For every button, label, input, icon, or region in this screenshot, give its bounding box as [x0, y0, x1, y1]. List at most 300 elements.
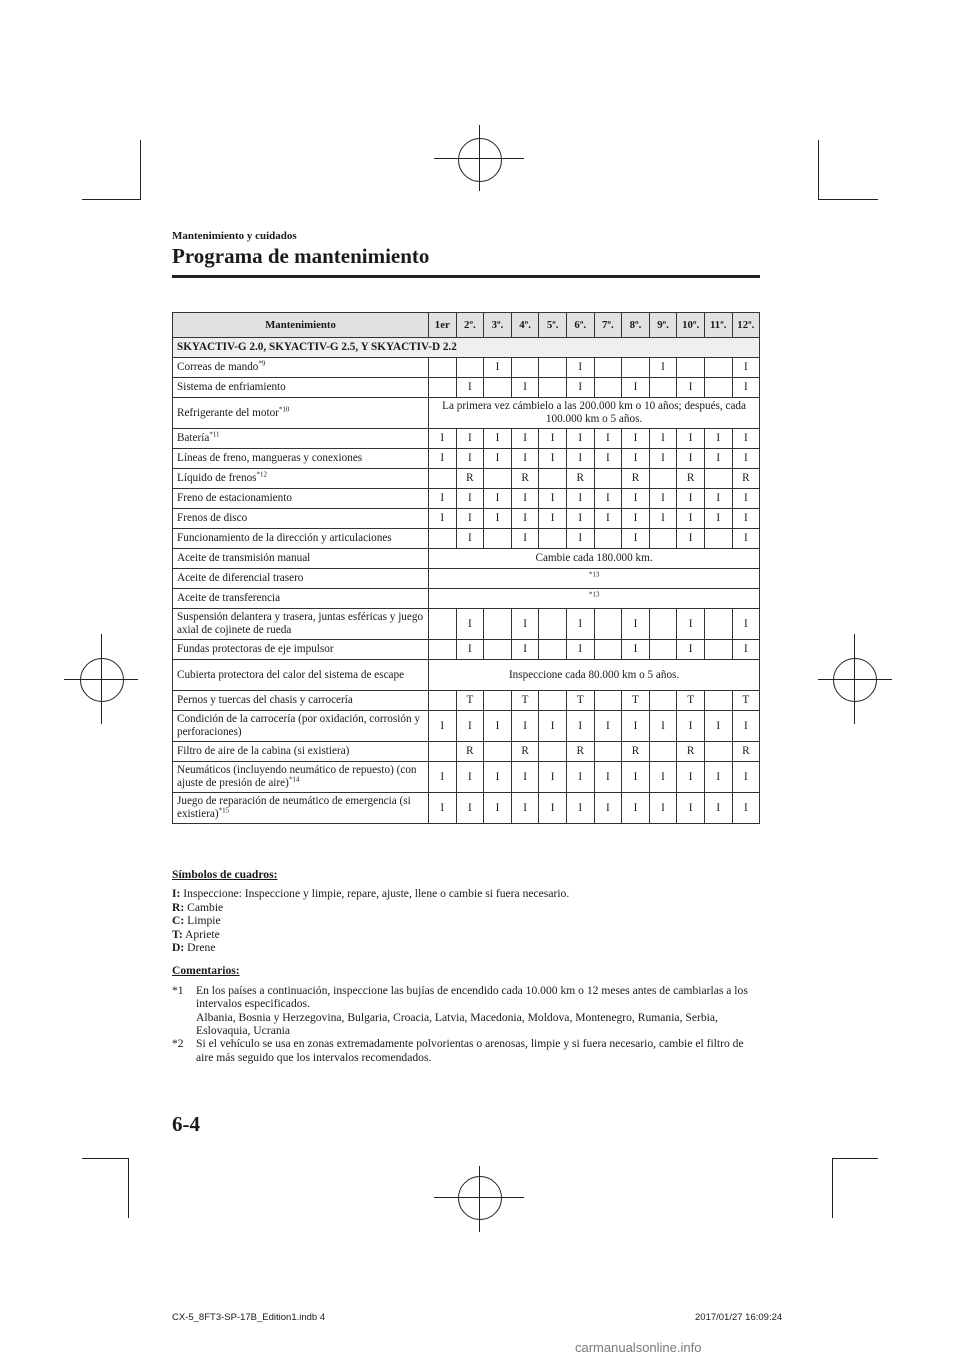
schedule-cell: I [566, 358, 594, 378]
schedule-cell: I [456, 489, 484, 509]
engine-group-row [173, 338, 760, 358]
legend [172, 868, 762, 1064]
symbol-entry [172, 901, 762, 914]
row-item [173, 569, 429, 589]
schedule-cell: I [566, 762, 594, 793]
schedule-span-cell [429, 589, 760, 609]
row-item-label: Líneas de freno, mangueras y conexiones [177, 452, 363, 464]
engine-group-label: SKYACTIV-G 2.0, SKYACTIV-G 2.5, Y SKYACTIV-D 2.2 [173, 338, 760, 358]
schedule-cell: I [622, 509, 650, 529]
schedule-cell: I [456, 529, 484, 549]
schedule-cell: I [511, 640, 539, 660]
table-row [173, 429, 760, 449]
schedule-cell [429, 358, 457, 378]
schedule-cell: I [732, 358, 760, 378]
schedule-cell [649, 469, 677, 489]
schedule-cell: T [622, 691, 650, 711]
schedule-cell [429, 691, 457, 711]
schedule-span-cell [429, 569, 760, 589]
schedule-cell: I [566, 529, 594, 549]
footnote-ref: *15 [218, 806, 230, 815]
schedule-cell [539, 378, 567, 398]
schedule-cell: R [622, 742, 650, 762]
schedule-cell: I [677, 489, 705, 509]
schedule-cell: I [704, 489, 732, 509]
row-item-label: Neumáticos (incluyendo neumático de repuesto) (con ajuste de presión de aire) [177, 764, 417, 789]
schedule-cell: I [704, 762, 732, 793]
table-row [173, 691, 760, 711]
schedule-cell: I [484, 429, 512, 449]
footer-timestamp: 2017/01/27 16:09:24 [695, 1312, 783, 1323]
schedule-cell: I [429, 793, 457, 824]
schedule-cell: I [566, 489, 594, 509]
symbols-heading: Símbolos de cuadros: [172, 868, 278, 881]
schedule-cell [429, 742, 457, 762]
table-row [173, 398, 760, 429]
table-row [173, 609, 760, 640]
schedule-cell [704, 529, 732, 549]
note-line: Albania, Bosnia y Herzegovina, Bulgaria, Croacia, Latvia, Macedonia, Moldova, Montenegro, Rumania, Serbia, Eslovaquia, Ucrania [196, 1010, 718, 1038]
schedule-cell: I [456, 429, 484, 449]
schedule-cell [484, 609, 512, 640]
schedule-cell: I [732, 793, 760, 824]
schedule-cell [594, 742, 622, 762]
table-row [173, 378, 760, 398]
col-header-interval: 7º. [594, 313, 622, 338]
table-row [173, 469, 760, 489]
schedule-cell: I [622, 449, 650, 469]
schedule-cell: R [456, 742, 484, 762]
row-item-label: Aceite de diferencial trasero [177, 572, 304, 584]
schedule-cell: I [539, 449, 567, 469]
row-item [173, 449, 429, 469]
schedule-cell: I [566, 640, 594, 660]
schedule-cell [484, 469, 512, 489]
schedule-cell [484, 742, 512, 762]
schedule-cell: I [456, 793, 484, 824]
row-item-label: Batería [177, 432, 210, 444]
schedule-cell [704, 691, 732, 711]
schedule-cell: I [677, 529, 705, 549]
footnote-ref: *14 [288, 775, 300, 784]
schedule-cell: I [566, 609, 594, 640]
schedule-cell: I [732, 489, 760, 509]
schedule-cell [677, 358, 705, 378]
row-item-label: Funcionamiento de la dirección y articulaciones [177, 532, 392, 544]
col-header-interval: 1er [429, 313, 457, 338]
schedule-cell: I [566, 429, 594, 449]
schedule-cell: I [732, 711, 760, 742]
schedule-cell [594, 609, 622, 640]
schedule-cell: I [511, 449, 539, 469]
symbol-key: T: [172, 927, 183, 941]
row-item-label: Sistema de enfriamiento [177, 381, 286, 393]
schedule-cell [704, 469, 732, 489]
schedule-cell: I [622, 711, 650, 742]
schedule-cell: I [429, 509, 457, 529]
schedule-cell [594, 691, 622, 711]
symbol-entry [172, 914, 762, 927]
symbol-text: Cambie [187, 900, 224, 914]
table-header-row [173, 313, 760, 338]
schedule-cell: I [732, 529, 760, 549]
row-item-label: Filtro de aire de la cabina (si existiera) [177, 745, 350, 757]
col-header-interval: 6º. [566, 313, 594, 338]
schedule-cell [539, 742, 567, 762]
schedule-cell: I [732, 640, 760, 660]
symbol-text: Inspeccione: Inspeccione y limpie, repare, ajuste, llene o cambie si fuera necesario. [183, 887, 570, 901]
row-item-label: Freno de estacionamiento [177, 492, 292, 504]
schedule-cell: I [566, 509, 594, 529]
schedule-cell [649, 529, 677, 549]
row-item-label: Refrigerante del motor [177, 406, 279, 419]
table-row [173, 742, 760, 762]
schedule-cell: I [456, 378, 484, 398]
schedule-cell: I [677, 762, 705, 793]
schedule-cell [539, 640, 567, 660]
page-title: Programa de mantenimiento [172, 244, 430, 268]
symbols-list [172, 887, 762, 954]
schedule-cell: T [456, 691, 484, 711]
row-item [173, 358, 429, 378]
schedule-cell [484, 691, 512, 711]
schedule-cell: I [594, 449, 622, 469]
schedule-cell: I [649, 793, 677, 824]
schedule-cell: I [732, 609, 760, 640]
schedule-cell: I [594, 711, 622, 742]
schedule-cell: I [429, 489, 457, 509]
note-line: En los países a continuación, inspeccione las bujías de encendido cada 10.000 km o 12 meses antes de cambiarlas a los intervalos especificados. [196, 983, 748, 1011]
row-item-label: Aceite de transmisión manual [177, 552, 311, 564]
schedule-cell: I [649, 358, 677, 378]
schedule-cell: I [677, 609, 705, 640]
schedule-cell [539, 691, 567, 711]
comments-section [172, 964, 762, 1064]
schedule-span-cell: Inspeccione cada 80.000 km o 5 años. [429, 660, 760, 691]
row-item-label: Fundas protectoras de eje impulsor [177, 643, 334, 655]
schedule-cell: I [539, 762, 567, 793]
watermark: carmanualsonline.info [575, 1340, 702, 1355]
schedule-cell: I [511, 429, 539, 449]
table-row [173, 358, 760, 378]
schedule-cell: I [649, 711, 677, 742]
schedule-cell: I [622, 429, 650, 449]
schedule-cell [649, 640, 677, 660]
schedule-cell [649, 378, 677, 398]
footnote-ref: *11 [209, 430, 220, 439]
schedule-cell: R [566, 742, 594, 762]
table-row [173, 589, 760, 609]
col-header-interval: 12º. [732, 313, 760, 338]
schedule-cell: I [704, 509, 732, 529]
schedule-span-cell: Cambie cada 180.000 km. [429, 549, 760, 569]
schedule-cell [594, 469, 622, 489]
col-header-interval: 4º. [511, 313, 539, 338]
row-item [173, 640, 429, 660]
schedule-cell: I [484, 793, 512, 824]
row-item [173, 549, 429, 569]
schedule-cell: I [484, 489, 512, 509]
schedule-cell: I [622, 762, 650, 793]
schedule-cell [704, 609, 732, 640]
schedule-cell: I [484, 711, 512, 742]
schedule-cell: T [566, 691, 594, 711]
table-row [173, 489, 760, 509]
schedule-cell: I [539, 793, 567, 824]
schedule-cell: T [732, 691, 760, 711]
note-number: *1 [172, 983, 184, 997]
symbol-key: R: [172, 900, 185, 914]
schedule-cell: I [511, 529, 539, 549]
note [172, 984, 762, 1038]
table-row [173, 762, 760, 793]
col-header-item: Mantenimiento [173, 313, 429, 338]
schedule-cell [456, 358, 484, 378]
col-header-interval: 2º. [456, 313, 484, 338]
schedule-cell: I [511, 489, 539, 509]
schedule-cell [704, 378, 732, 398]
schedule-cell: I [677, 429, 705, 449]
schedule-cell: I [539, 509, 567, 529]
footnote-ref: *13 [588, 570, 600, 579]
note-number: *2 [172, 1037, 184, 1051]
schedule-cell [429, 469, 457, 489]
schedule-cell: I [456, 711, 484, 742]
schedule-cell: R [566, 469, 594, 489]
schedule-cell: I [622, 529, 650, 549]
schedule-cell: I [429, 762, 457, 793]
page-number: 6-4 [172, 1112, 200, 1136]
row-item-label: Frenos de disco [177, 512, 248, 524]
row-item [173, 660, 429, 691]
schedule-cell: I [594, 489, 622, 509]
schedule-span-cell: La primera vez cámbielo a las 200.000 km o 10 años; después, cada 100.000 km o 5 años. [429, 398, 760, 429]
symbol-text: Apriete [185, 927, 220, 941]
table-row [173, 449, 760, 469]
schedule-cell: I [677, 509, 705, 529]
schedule-cell: I [429, 711, 457, 742]
schedule-cell [484, 529, 512, 549]
symbol-key: D: [172, 941, 185, 955]
schedule-cell: I [511, 378, 539, 398]
section-label: Mantenimiento y cuidados [172, 230, 297, 242]
schedule-cell [704, 742, 732, 762]
row-item [173, 378, 429, 398]
schedule-cell: I [732, 378, 760, 398]
schedule-cell [484, 378, 512, 398]
schedule-cell: I [622, 793, 650, 824]
schedule-cell: I [704, 793, 732, 824]
schedule-cell [704, 358, 732, 378]
maintenance-table-container [172, 312, 760, 824]
schedule-cell [649, 609, 677, 640]
schedule-cell: R [677, 469, 705, 489]
col-header-interval: 11º. [704, 313, 732, 338]
schedule-cell: R [456, 469, 484, 489]
footer-file-name: CX-5_8FT3-SP-17B_Edition1.indb 4 [172, 1312, 326, 1323]
schedule-cell: I [511, 762, 539, 793]
table-row [173, 529, 760, 549]
schedule-cell: I [456, 640, 484, 660]
schedule-cell: I [704, 449, 732, 469]
schedule-cell: I [677, 793, 705, 824]
schedule-cell: I [677, 378, 705, 398]
col-header-interval: 9º. [649, 313, 677, 338]
schedule-cell [649, 742, 677, 762]
table-row [173, 509, 760, 529]
schedule-cell: R [511, 469, 539, 489]
schedule-cell [429, 609, 457, 640]
row-item [173, 793, 429, 824]
schedule-cell: R [677, 742, 705, 762]
schedule-cell: I [511, 609, 539, 640]
row-item [173, 429, 429, 449]
table-row [173, 569, 760, 589]
schedule-cell: I [566, 378, 594, 398]
schedule-cell: I [594, 429, 622, 449]
row-item [173, 762, 429, 793]
schedule-cell [539, 529, 567, 549]
symbol-entry [172, 887, 762, 900]
footnote-ref: *13 [588, 590, 600, 599]
schedule-cell: I [511, 711, 539, 742]
schedule-cell: I [594, 793, 622, 824]
schedule-cell: I [566, 449, 594, 469]
schedule-cell: I [456, 509, 484, 529]
schedule-cell [649, 691, 677, 711]
schedule-cell: R [511, 742, 539, 762]
schedule-cell: I [429, 449, 457, 469]
row-item-label: Condición de la carrocería (por oxidación, corrosión y perforaciones) [177, 713, 420, 738]
row-item [173, 691, 429, 711]
row-item-label: Líquido de frenos [177, 472, 257, 484]
row-item [173, 509, 429, 529]
schedule-cell: I [539, 489, 567, 509]
schedule-cell: I [594, 762, 622, 793]
schedule-cell: I [456, 609, 484, 640]
schedule-cell: I [677, 640, 705, 660]
row-item-label: Pernos y tuercas del chasis y carrocería [177, 694, 353, 706]
schedule-cell: I [456, 449, 484, 469]
title-rule [172, 275, 760, 278]
row-item [173, 398, 429, 429]
schedule-cell: R [732, 742, 760, 762]
schedule-cell: I [622, 609, 650, 640]
schedule-cell: R [732, 469, 760, 489]
table-row [173, 549, 760, 569]
schedule-cell: I [622, 640, 650, 660]
schedule-cell: I [704, 429, 732, 449]
schedule-cell: I [456, 762, 484, 793]
schedule-cell: I [539, 711, 567, 742]
col-header-interval: 10º. [677, 313, 705, 338]
schedule-cell [539, 609, 567, 640]
table-row [173, 660, 760, 691]
symbol-key: C: [172, 914, 185, 928]
symbol-entry [172, 928, 762, 941]
table-row [173, 711, 760, 742]
schedule-cell: T [677, 691, 705, 711]
row-item [173, 529, 429, 549]
comments-heading: Comentarios: [172, 964, 240, 978]
schedule-cell [539, 358, 567, 378]
schedule-cell: I [704, 711, 732, 742]
schedule-cell [539, 469, 567, 489]
table-body [173, 338, 760, 824]
schedule-cell: I [484, 358, 512, 378]
schedule-cell: R [622, 469, 650, 489]
schedule-cell [429, 378, 457, 398]
maintenance-table [172, 312, 760, 824]
col-header-interval: 8º. [622, 313, 650, 338]
schedule-cell [484, 640, 512, 660]
schedule-cell: I [649, 449, 677, 469]
row-item-label: Suspensión delantera y trasera, juntas esféricas y juego axial de cojinete de rueda [177, 611, 424, 636]
row-item-label: Juego de reparación de neumático de emergencia (si existiera) [177, 795, 411, 820]
schedule-cell [511, 358, 539, 378]
note [172, 1037, 762, 1064]
row-item [173, 609, 429, 640]
note-line: Si el vehículo se usa en zonas extremadamente polvorientas o arenosas, limpie y si fuera necesario, cambie el filtro de aire más seguido que los intervalos recomendados. [196, 1037, 744, 1064]
footnote-ref: *10 [278, 404, 290, 413]
schedule-cell: I [732, 762, 760, 793]
col-header-interval: 3º. [484, 313, 512, 338]
schedule-cell: I [566, 793, 594, 824]
schedule-cell: I [539, 429, 567, 449]
schedule-cell: I [484, 449, 512, 469]
schedule-cell: I [622, 378, 650, 398]
schedule-cell: I [732, 429, 760, 449]
row-item [173, 742, 429, 762]
schedule-cell: I [649, 489, 677, 509]
symbol-entry [172, 941, 762, 954]
schedule-cell: I [511, 793, 539, 824]
footnote-ref: *9 [258, 359, 266, 368]
schedule-cell [704, 640, 732, 660]
schedule-cell: I [649, 429, 677, 449]
schedule-cell: T [511, 691, 539, 711]
symbol-text: Drene [187, 941, 216, 955]
row-item [173, 711, 429, 742]
schedule-cell [594, 640, 622, 660]
schedule-cell: I [429, 429, 457, 449]
row-item-label: Aceite de transferencia [177, 592, 281, 604]
schedule-cell [594, 378, 622, 398]
col-header-interval: 5º. [539, 313, 567, 338]
schedule-cell: I [732, 449, 760, 469]
row-item [173, 589, 429, 609]
schedule-cell: I [732, 509, 760, 529]
schedule-cell [594, 358, 622, 378]
schedule-cell: I [511, 509, 539, 529]
row-item-label: Correas de mando [177, 361, 259, 373]
schedule-cell [429, 529, 457, 549]
symbol-key: I: [172, 887, 181, 901]
schedule-cell: I [677, 449, 705, 469]
schedule-cell: I [566, 711, 594, 742]
schedule-cell: I [649, 762, 677, 793]
schedule-cell: I [649, 509, 677, 529]
row-item [173, 469, 429, 489]
symbol-text: Limpie [187, 914, 221, 928]
row-item [173, 489, 429, 509]
row-item-label: Cubierta protectora del calor del sistema de escape [177, 668, 405, 681]
schedule-cell [429, 640, 457, 660]
schedule-cell [622, 358, 650, 378]
schedule-cell: I [677, 711, 705, 742]
footnote-ref: *12 [256, 470, 268, 479]
schedule-cell: I [484, 762, 512, 793]
